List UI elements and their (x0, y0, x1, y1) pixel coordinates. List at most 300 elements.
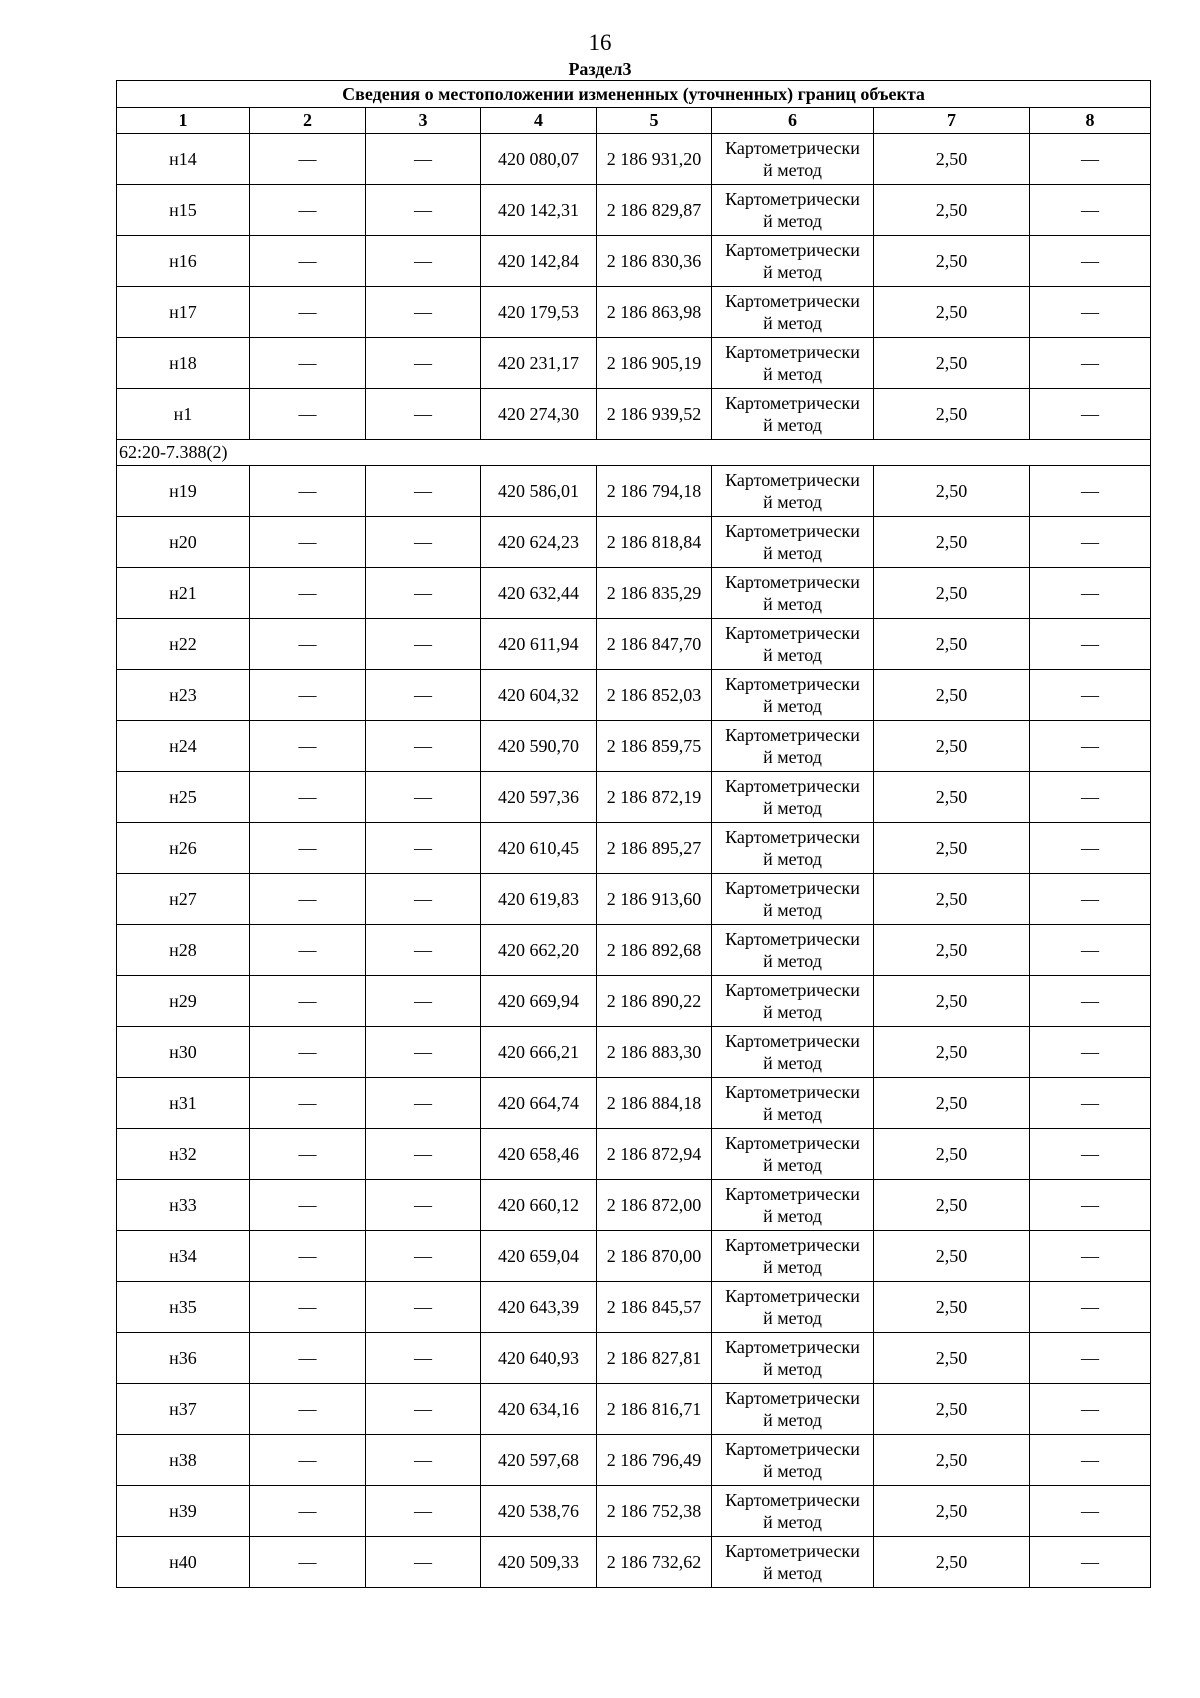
method-line: й метод (763, 415, 822, 435)
table-row (117, 1180, 1151, 1231)
method-line: й метод (763, 1308, 822, 1328)
empty-dash: — (250, 185, 366, 236)
method-line: Картометрически (725, 623, 860, 643)
coordinate-y: 2 186 830,36 (597, 236, 712, 287)
empty-dash: — (1030, 976, 1151, 1027)
coordinate-x: 420 624,23 (481, 517, 597, 568)
method-line: й метод (763, 1104, 822, 1124)
empty-dash: — (250, 721, 366, 772)
coordinate-y: 2 186 852,03 (597, 670, 712, 721)
method-cell (712, 670, 874, 721)
empty-dash: — (366, 1537, 481, 1588)
empty-dash: — (250, 1231, 366, 1282)
empty-dash: — (366, 568, 481, 619)
coordinate-x: 420 538,76 (481, 1486, 597, 1537)
table-row (117, 772, 1151, 823)
point-name: н33 (117, 1180, 250, 1231)
empty-dash: — (1030, 287, 1151, 338)
coordinate-y: 2 186 835,29 (597, 568, 712, 619)
accuracy-value: 2,50 (874, 1384, 1030, 1435)
accuracy-value: 2,50 (874, 1231, 1030, 1282)
method-line: Картометрически (725, 521, 860, 541)
coordinate-x: 420 274,30 (481, 389, 597, 440)
parcel-group-row (117, 440, 1151, 466)
column-number: 5 (597, 108, 712, 134)
point-name: н20 (117, 517, 250, 568)
empty-dash: — (250, 1129, 366, 1180)
empty-dash: — (250, 517, 366, 568)
method-cell (712, 976, 874, 1027)
empty-dash: — (1030, 925, 1151, 976)
method-line: Картометрически (725, 1439, 860, 1459)
method-line: й метод (763, 747, 822, 767)
coordinate-y: 2 186 939,52 (597, 389, 712, 440)
table-row (117, 1129, 1151, 1180)
coordinate-y: 2 186 845,57 (597, 1282, 712, 1333)
column-number: 6 (712, 108, 874, 134)
method-line: Картометрически (725, 1286, 860, 1306)
coordinate-x: 420 611,94 (481, 619, 597, 670)
column-number: 8 (1030, 108, 1151, 134)
empty-dash: — (1030, 1435, 1151, 1486)
empty-dash: — (250, 338, 366, 389)
empty-dash: — (250, 466, 366, 517)
empty-dash: — (366, 134, 481, 185)
coordinate-y: 2 186 847,70 (597, 619, 712, 670)
coordinate-x: 420 664,74 (481, 1078, 597, 1129)
method-line: й метод (763, 594, 822, 614)
method-line: Картометрически (725, 1235, 860, 1255)
accuracy-value: 2,50 (874, 925, 1030, 976)
table-row (117, 517, 1151, 568)
empty-dash: — (366, 1078, 481, 1129)
coordinate-x: 420 597,68 (481, 1435, 597, 1486)
coordinate-y: 2 186 859,75 (597, 721, 712, 772)
method-line: Картометрически (725, 929, 860, 949)
column-number: 1 (117, 108, 250, 134)
accuracy-value: 2,50 (874, 1180, 1030, 1231)
empty-dash: — (366, 338, 481, 389)
point-name: н36 (117, 1333, 250, 1384)
accuracy-value: 2,50 (874, 619, 1030, 670)
empty-dash: — (366, 236, 481, 287)
empty-dash: — (366, 1129, 481, 1180)
empty-dash: — (250, 619, 366, 670)
accuracy-value: 2,50 (874, 721, 1030, 772)
table-row (117, 134, 1151, 185)
empty-dash: — (366, 874, 481, 925)
coordinate-y: 2 186 816,71 (597, 1384, 712, 1435)
method-line: й метод (763, 543, 822, 563)
empty-dash: — (366, 1282, 481, 1333)
empty-dash: — (366, 1486, 481, 1537)
table-row (117, 1078, 1151, 1129)
method-line: Картометрически (725, 827, 860, 847)
coordinate-x: 420 632,44 (481, 568, 597, 619)
table-row (117, 1333, 1151, 1384)
empty-dash: — (1030, 134, 1151, 185)
method-line: Картометрически (725, 1184, 860, 1204)
empty-dash: — (1030, 670, 1151, 721)
method-line: й метод (763, 1257, 822, 1277)
accuracy-value: 2,50 (874, 1435, 1030, 1486)
point-name: н16 (117, 236, 250, 287)
method-line: Картометрически (725, 1133, 860, 1153)
empty-dash: — (1030, 568, 1151, 619)
table-row (117, 1435, 1151, 1486)
coordinate-x: 420 586,01 (481, 466, 597, 517)
accuracy-value: 2,50 (874, 134, 1030, 185)
method-cell (712, 1486, 874, 1537)
method-line: й метод (763, 492, 822, 512)
accuracy-value: 2,50 (874, 823, 1030, 874)
method-line: й метод (763, 951, 822, 971)
coordinate-x: 420 179,53 (481, 287, 597, 338)
method-cell (712, 1180, 874, 1231)
table-row (117, 874, 1151, 925)
empty-dash: — (1030, 1027, 1151, 1078)
table-row (117, 1537, 1151, 1588)
method-line: Картометрически (725, 725, 860, 745)
empty-dash: — (1030, 1282, 1151, 1333)
method-cell (712, 721, 874, 772)
method-line: й метод (763, 900, 822, 920)
point-name: н39 (117, 1486, 250, 1537)
table-row (117, 619, 1151, 670)
empty-dash: — (250, 389, 366, 440)
empty-dash: — (366, 1027, 481, 1078)
empty-dash: — (1030, 721, 1151, 772)
empty-dash: — (366, 619, 481, 670)
empty-dash: — (1030, 338, 1151, 389)
method-line: Картометрически (725, 776, 860, 796)
coordinate-x: 420 660,12 (481, 1180, 597, 1231)
method-line: Картометрически (725, 1031, 860, 1051)
accuracy-value: 2,50 (874, 1282, 1030, 1333)
empty-dash: — (1030, 874, 1151, 925)
method-cell (712, 1078, 874, 1129)
column-number: 7 (874, 108, 1030, 134)
table-row (117, 1282, 1151, 1333)
method-line: й метод (763, 1359, 822, 1379)
method-line: Картометрически (725, 189, 860, 209)
accuracy-value: 2,50 (874, 772, 1030, 823)
table-row (117, 236, 1151, 287)
coordinate-y: 2 186 890,22 (597, 976, 712, 1027)
empty-dash: — (250, 287, 366, 338)
coordinate-y: 2 186 732,62 (597, 1537, 712, 1588)
method-cell (712, 1027, 874, 1078)
coordinate-y: 2 186 796,49 (597, 1435, 712, 1486)
point-name: н37 (117, 1384, 250, 1435)
method-line: й метод (763, 798, 822, 818)
coordinate-x: 420 142,84 (481, 236, 597, 287)
empty-dash: — (250, 823, 366, 874)
method-line: й метод (763, 696, 822, 716)
empty-dash: — (366, 1333, 481, 1384)
point-name: н38 (117, 1435, 250, 1486)
coordinate-y: 2 186 872,00 (597, 1180, 712, 1231)
method-line: Картометрически (725, 572, 860, 592)
method-line: Картометрически (725, 980, 860, 1000)
method-cell (712, 185, 874, 236)
coordinate-x: 420 597,36 (481, 772, 597, 823)
point-name: н25 (117, 772, 250, 823)
empty-dash: — (1030, 1231, 1151, 1282)
method-cell (712, 517, 874, 568)
parcel-number: 62:20-7.388(2) (117, 440, 1151, 466)
coordinate-x: 420 666,21 (481, 1027, 597, 1078)
empty-dash: — (366, 389, 481, 440)
method-line: й метод (763, 1002, 822, 1022)
empty-dash: — (250, 925, 366, 976)
method-line: й метод (763, 849, 822, 869)
accuracy-value: 2,50 (874, 287, 1030, 338)
accuracy-value: 2,50 (874, 1333, 1030, 1384)
accuracy-value: 2,50 (874, 185, 1030, 236)
point-name: н22 (117, 619, 250, 670)
empty-dash: — (1030, 466, 1151, 517)
method-cell (712, 925, 874, 976)
method-line: й метод (763, 1053, 822, 1073)
table-row (117, 823, 1151, 874)
column-number: 4 (481, 108, 597, 134)
coordinates-table (116, 80, 1151, 1588)
point-name: н18 (117, 338, 250, 389)
table-row (117, 1027, 1151, 1078)
method-cell (712, 1333, 874, 1384)
point-name: н27 (117, 874, 250, 925)
column-numbers-row (117, 108, 1151, 134)
method-cell (712, 1129, 874, 1180)
table-caption-row (117, 81, 1151, 108)
accuracy-value: 2,50 (874, 236, 1030, 287)
table-row (117, 1486, 1151, 1537)
accuracy-value: 2,50 (874, 976, 1030, 1027)
empty-dash: — (250, 1078, 366, 1129)
method-line: й метод (763, 364, 822, 384)
method-cell (712, 236, 874, 287)
accuracy-value: 2,50 (874, 389, 1030, 440)
empty-dash: — (366, 670, 481, 721)
point-name: н19 (117, 466, 250, 517)
point-name: н28 (117, 925, 250, 976)
empty-dash: — (250, 670, 366, 721)
empty-dash: — (366, 185, 481, 236)
point-name: н32 (117, 1129, 250, 1180)
column-number: 3 (366, 108, 481, 134)
coordinate-x: 420 080,07 (481, 134, 597, 185)
method-cell (712, 338, 874, 389)
table-caption: Сведения о местоположении измененных (уточненных) границ объекта (117, 81, 1151, 108)
empty-dash: — (250, 1282, 366, 1333)
method-cell (712, 1384, 874, 1435)
coordinate-y: 2 186 895,27 (597, 823, 712, 874)
empty-dash: — (250, 1486, 366, 1537)
table-row (117, 976, 1151, 1027)
method-line: й метод (763, 1410, 822, 1430)
empty-dash: — (1030, 389, 1151, 440)
coordinate-y: 2 186 863,98 (597, 287, 712, 338)
empty-dash: — (1030, 1384, 1151, 1435)
method-cell (712, 287, 874, 338)
method-cell (712, 1282, 874, 1333)
coordinate-x: 420 604,32 (481, 670, 597, 721)
method-line: й метод (763, 1461, 822, 1481)
empty-dash: — (1030, 619, 1151, 670)
method-line: Картометрически (725, 1490, 860, 1510)
accuracy-value: 2,50 (874, 1486, 1030, 1537)
method-cell (712, 134, 874, 185)
accuracy-value: 2,50 (874, 517, 1030, 568)
method-line: Картометрически (725, 878, 860, 898)
method-line: й метод (763, 262, 822, 282)
empty-dash: — (250, 1384, 366, 1435)
method-line: й метод (763, 211, 822, 231)
empty-dash: — (250, 134, 366, 185)
method-line: й метод (763, 160, 822, 180)
method-line: й метод (763, 645, 822, 665)
method-line: Картометрически (725, 240, 860, 260)
point-name: н40 (117, 1537, 250, 1588)
empty-dash: — (366, 823, 481, 874)
method-line: Картометрически (725, 138, 860, 158)
point-name: н26 (117, 823, 250, 874)
method-cell (712, 466, 874, 517)
accuracy-value: 2,50 (874, 1027, 1030, 1078)
accuracy-value: 2,50 (874, 1129, 1030, 1180)
point-name: н17 (117, 287, 250, 338)
method-cell (712, 823, 874, 874)
coordinate-y: 2 186 883,30 (597, 1027, 712, 1078)
coordinate-y: 2 186 931,20 (597, 134, 712, 185)
page-number: 16 (588, 30, 612, 55)
method-line: й метод (763, 1155, 822, 1175)
method-line: Картометрически (725, 291, 860, 311)
coordinate-x: 420 619,83 (481, 874, 597, 925)
empty-dash: — (250, 874, 366, 925)
method-line: Картометрически (725, 393, 860, 413)
coordinate-y: 2 186 870,00 (597, 1231, 712, 1282)
method-line: й метод (763, 1206, 822, 1226)
accuracy-value: 2,50 (874, 466, 1030, 517)
empty-dash: — (250, 772, 366, 823)
coordinate-y: 2 186 892,68 (597, 925, 712, 976)
coordinate-y: 2 186 872,94 (597, 1129, 712, 1180)
coordinate-y: 2 186 829,87 (597, 185, 712, 236)
accuracy-value: 2,50 (874, 874, 1030, 925)
coordinate-x: 420 634,16 (481, 1384, 597, 1435)
empty-dash: — (250, 1435, 366, 1486)
method-cell (712, 568, 874, 619)
accuracy-value: 2,50 (874, 670, 1030, 721)
empty-dash: — (366, 1435, 481, 1486)
coordinate-y: 2 186 913,60 (597, 874, 712, 925)
empty-dash: — (1030, 185, 1151, 236)
method-cell (712, 772, 874, 823)
method-cell (712, 389, 874, 440)
empty-dash: — (366, 976, 481, 1027)
method-cell (712, 1537, 874, 1588)
table-row (117, 338, 1151, 389)
point-name: н1 (117, 389, 250, 440)
empty-dash: — (1030, 517, 1151, 568)
empty-dash: — (1030, 1486, 1151, 1537)
point-name: н30 (117, 1027, 250, 1078)
point-name: н35 (117, 1282, 250, 1333)
coordinate-x: 420 643,39 (481, 1282, 597, 1333)
empty-dash: — (1030, 823, 1151, 874)
column-number: 2 (250, 108, 366, 134)
point-name: н15 (117, 185, 250, 236)
coordinate-x: 420 662,20 (481, 925, 597, 976)
table-row (117, 670, 1151, 721)
empty-dash: — (1030, 1537, 1151, 1588)
empty-dash: — (1030, 1180, 1151, 1231)
empty-dash: — (250, 1333, 366, 1384)
coordinate-x: 420 658,46 (481, 1129, 597, 1180)
coordinate-x: 420 659,04 (481, 1231, 597, 1282)
method-line: й метод (763, 313, 822, 333)
point-name: н23 (117, 670, 250, 721)
coordinate-x: 420 231,17 (481, 338, 597, 389)
coordinate-y: 2 186 794,18 (597, 466, 712, 517)
table-row (117, 721, 1151, 772)
coordinate-x: 420 142,31 (481, 185, 597, 236)
section-title: Раздел3 (568, 59, 632, 79)
method-cell (712, 874, 874, 925)
empty-dash: — (1030, 772, 1151, 823)
empty-dash: — (1030, 1129, 1151, 1180)
point-name: н34 (117, 1231, 250, 1282)
empty-dash: — (366, 772, 481, 823)
empty-dash: — (250, 976, 366, 1027)
point-name: н31 (117, 1078, 250, 1129)
empty-dash: — (250, 236, 366, 287)
coordinate-y: 2 186 872,19 (597, 772, 712, 823)
method-line: Картометрически (725, 1082, 860, 1102)
method-line: Картометрически (725, 342, 860, 362)
method-line: Картометрически (725, 470, 860, 490)
empty-dash: — (366, 517, 481, 568)
empty-dash: — (366, 1231, 481, 1282)
point-name: н14 (117, 134, 250, 185)
coordinate-y: 2 186 884,18 (597, 1078, 712, 1129)
table-row (117, 287, 1151, 338)
empty-dash: — (366, 925, 481, 976)
coordinate-y: 2 186 752,38 (597, 1486, 712, 1537)
coordinate-y: 2 186 827,81 (597, 1333, 712, 1384)
point-name: н24 (117, 721, 250, 772)
accuracy-value: 2,50 (874, 338, 1030, 389)
method-line: Картометрически (725, 674, 860, 694)
table-row (117, 389, 1151, 440)
table-row (117, 1384, 1151, 1435)
table-row (117, 568, 1151, 619)
method-line: Картометрически (725, 1388, 860, 1408)
empty-dash: — (366, 721, 481, 772)
table-row (117, 925, 1151, 976)
table-row (117, 185, 1151, 236)
coordinate-y: 2 186 905,19 (597, 338, 712, 389)
accuracy-value: 2,50 (874, 568, 1030, 619)
point-name: н21 (117, 568, 250, 619)
method-line: Картометрически (725, 1337, 860, 1357)
table-row (117, 466, 1151, 517)
method-line: й метод (763, 1512, 822, 1532)
empty-dash: — (366, 466, 481, 517)
empty-dash: — (1030, 1333, 1151, 1384)
